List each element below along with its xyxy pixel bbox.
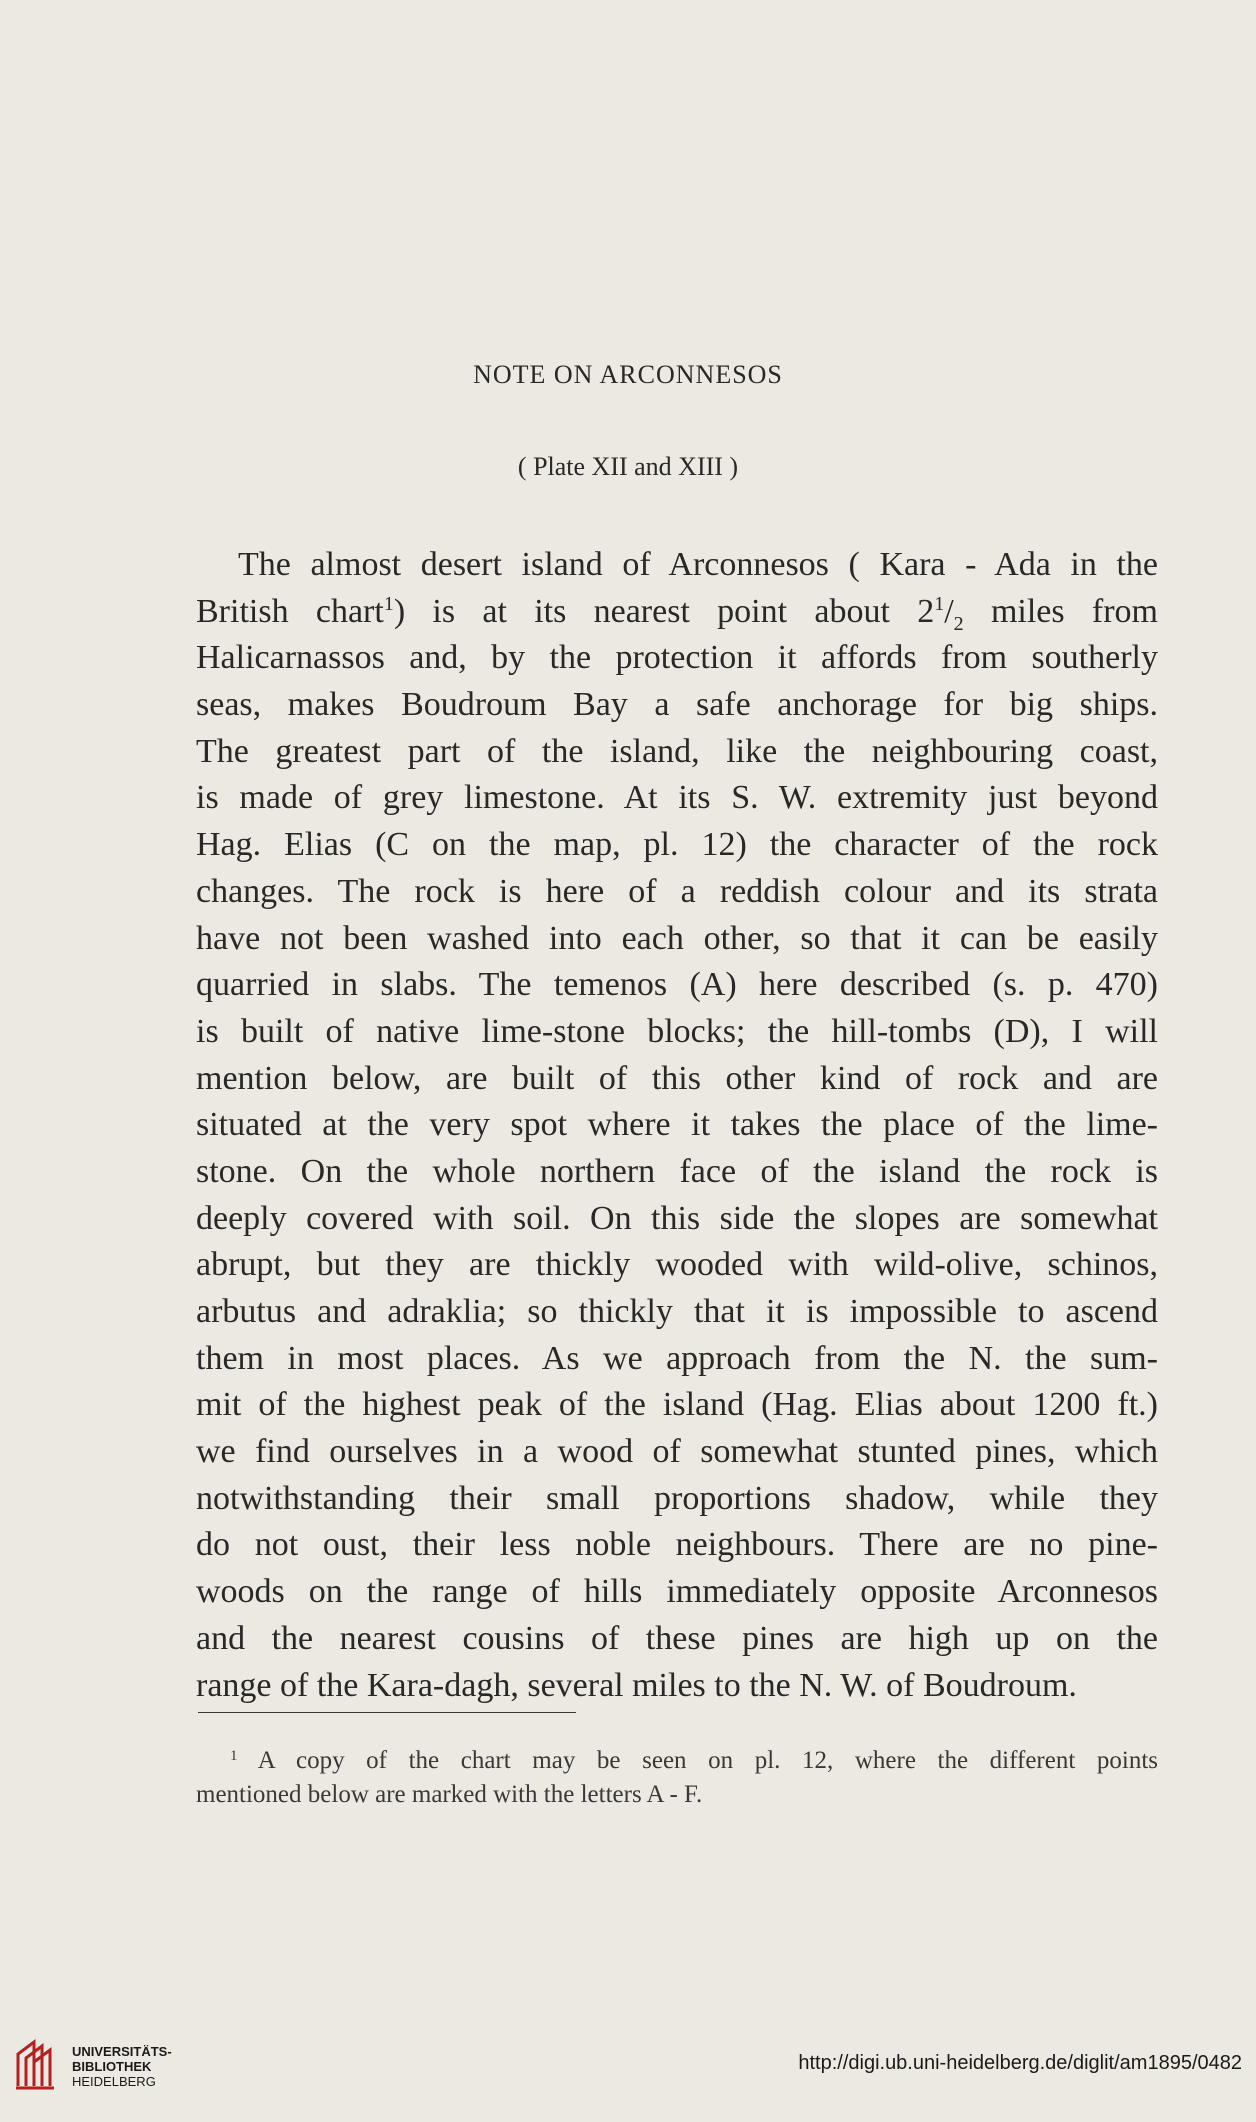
body-line: them in most places. As we approach from the N. the sum-	[196, 1339, 1158, 1377]
library-logo-icon	[12, 2036, 62, 2092]
library-name-line: BIBLIOTHEK	[72, 2059, 152, 2074]
footnote-marker: 1	[230, 1748, 238, 1764]
body-line: woods on the range of hills immediately opposite Arconnesos	[196, 1573, 1158, 1611]
library-logo	[12, 2030, 172, 2110]
footnote-line	[196, 1744, 1158, 1778]
library-name-line: UNIVERSITÄTS-	[72, 2044, 172, 2059]
body-line: mention below, are built of this other kind of rock and are	[196, 1059, 1158, 1097]
body-line: quarried in slabs. The temenos (A) here described (s. p. 470)	[196, 966, 1158, 1004]
fraction-numerator: 1	[934, 592, 945, 615]
body-line: have not been washed into each other, so that it can be easily	[196, 919, 1158, 957]
body-line: changes. The rock is here of a reddish colour and its strata	[196, 872, 1158, 910]
body-line-end: miles from	[963, 592, 1158, 630]
body-line: Halicarnassos and, by the protection it affords from southerly	[196, 639, 1158, 677]
body-line: The almost desert island of Arconnesos ( Kara - Ada in the	[238, 546, 1158, 583]
source-url[interactable]: http://digi.ub.uni-heidelberg.de/diglit/am1895/0482	[798, 2052, 1242, 2074]
library-name	[72, 2044, 172, 2089]
body-line: notwithstanding their small proportions shadow, while they	[196, 1479, 1158, 1517]
footnote-line: mentioned below are marked with the letters A - F.	[196, 1781, 703, 1808]
body-line: do not oust, their less noble neighbours. There are no pine-	[196, 1526, 1158, 1564]
body-line: stone. On the whole northern face of the island the rock is	[196, 1152, 1158, 1190]
page-title: NOTE ON ARCONNESOS	[473, 360, 783, 389]
page-subtitle: ( Plate XII and XIII )	[517, 452, 739, 481]
footnote	[196, 1744, 1158, 1812]
body-line: is built of native lime-stone blocks; the hill-tombs (D), I will	[196, 1012, 1158, 1050]
body-line: mit of the highest peak of the island (Hag. Elias about 1200 ft.)	[196, 1386, 1158, 1424]
body-line: deeply covered with soil. On this side the slopes are somewhat	[196, 1199, 1158, 1237]
body-line: abrupt, but they are thickly wooded with wild-olive, schinos,	[196, 1246, 1158, 1284]
body-line: British chart$^1$) is at its nearest point about $2^1/_2$ miles from	[196, 592, 1158, 635]
library-name-line: HEIDELBERG	[72, 2074, 156, 2089]
body-line: and the nearest cousins of these pines are high up on the	[196, 1619, 1158, 1657]
footnote-ref: 1	[383, 592, 394, 615]
body-line-start: British chart	[196, 592, 384, 630]
footnote-divider	[198, 1712, 576, 1713]
body-line: arbutus and adraklia; so thickly that it is impossible to ascend	[196, 1293, 1158, 1330]
body-text	[196, 542, 1158, 1709]
body-line: range of the Kara-dagh, several miles to the N. W. of Boudroum.	[196, 1666, 1077, 1704]
body-line: The greatest part of the island, like the neighbouring coast,	[196, 732, 1158, 770]
footnote-text: A copy of the chart may be seen on pl. 12, where the different points	[257, 1747, 1158, 1774]
body-line: Hag. Elias (C on the map, pl. 12) the character of the rock	[196, 826, 1158, 864]
body-line: situated at the very spot where it takes the place of the lime-	[196, 1106, 1158, 1144]
fraction-denominator: 2	[953, 612, 964, 635]
body-line: we find ourselves in a wood of somewhat stunted pines, which	[196, 1433, 1158, 1471]
body-line: is made of grey limestone. At its S. W. extremity just beyond	[196, 779, 1158, 817]
body-line-middle: ) is at its nearest point about 2	[393, 592, 935, 630]
body-line: seas, makes Boudroum Bay a safe anchorage for big ships.	[196, 686, 1158, 724]
